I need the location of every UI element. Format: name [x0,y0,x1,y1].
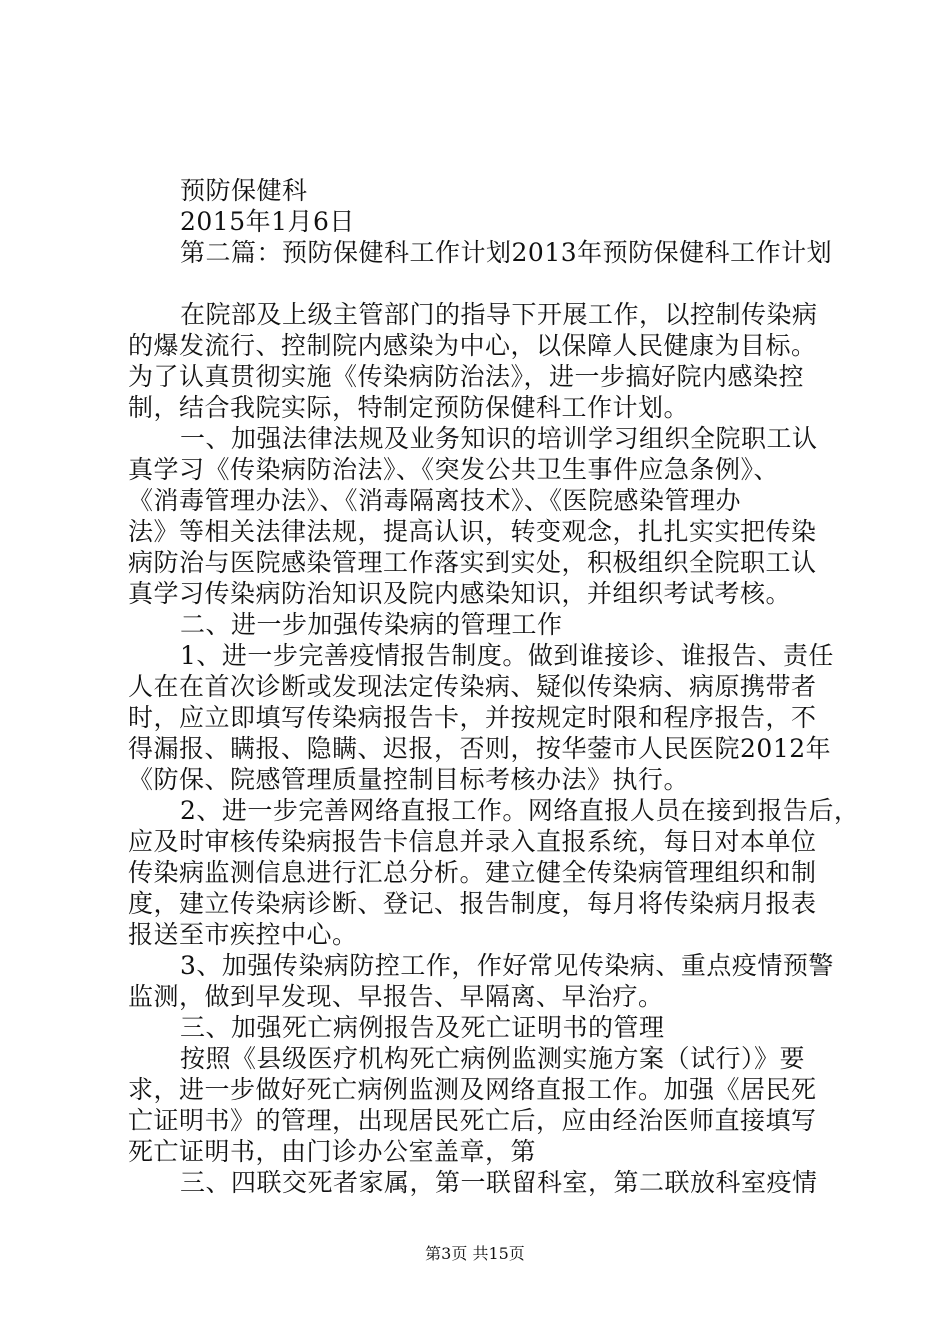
body-line: 法》等相关法律法规，提高认识，转变观念，扎扎实实把传染 [128,517,817,546]
body-line: 为了认真贯彻实施《传染病防治法》，进一步搞好院内感染控 [128,362,805,391]
body-line: 得漏报、瞒报、隐瞒、迟报，否则，按华蓥市人民医院2012年 [128,734,832,763]
body-line: 监测，做到早发现、早报告、早隔离、早治疗。 [128,982,664,1011]
body-line: 2、进一步完善网络直报工作。网络直报人员在接到报告后， [180,796,860,825]
body-line: 报送至市疾控中心。 [128,920,358,949]
body-line: 《防保、院感管理质量控制目标考核办法》执行。 [128,765,690,794]
body-line: 亡证明书》的管理，出现居民死亡后，应由经治医师直接填写 [128,1106,817,1135]
body-line: 一、加强法律法规及业务知识的培训学习组织全院职工认 [180,424,818,453]
body-line: 《消毒管理办法》、《消毒隔离技术》、《医院感染管理办 [128,486,742,515]
body-line: 按照《县级医疗机构死亡病例监测实施方案（试行）》要 [180,1044,806,1073]
body-line: 求，进一步做好死亡病例监测及网络直报工作。加强《居民死 [128,1075,817,1104]
body-line: 的爆发流行、控制院内感染为中心，以保障人民健康为目标。 [128,331,817,360]
body-line: 度，建立传染病诊断、登记、报告制度，每月将传染病月报表 [128,889,817,918]
body-line: 三、四联交死者家属，第一联留科室，第二联放科室疫情 [180,1168,818,1197]
body-line: 真学习《传染病防治法》、《突发公共卫生事件应急条例》、 [128,455,780,484]
body-line: 3、加强传染病防控工作，作好常见传染病、重点疫情预警 [180,951,834,980]
body-line: 在院部及上级主管部门的指导下开展工作，以控制传染病 [180,300,818,329]
body-line: 应及时审核传染病报告卡信息并录入直报系统，每日对本单位 [128,827,817,856]
body-line: 制，结合我院实际，特制定预防保健科工作计划。 [128,393,690,422]
body-line: 三、加强死亡病例报告及死亡证明书的管理 [180,1013,665,1042]
body-line: 病防治与医院感染管理工作落实到实处，积极组织全院职工认 [128,548,817,577]
body-line: 真学习传染病防治知识及院内感染知识，并组织考试考核。 [128,579,792,608]
department-name: 预防保健科 [180,176,308,205]
document-date: 2015年1月6日 [180,207,355,236]
body-line: 时，应立即填写传染病报告卡，并按规定时限和程序报告，不 [128,703,817,732]
body-line: 传染病监测信息进行汇总分析。建立健全传染病管理组织和制 [128,858,817,887]
body-line: 人在在首次诊断或发现法定传染病、疑似传染病、病原携带者 [128,672,817,701]
page-number-footer: 第3页 共15页 [425,1244,525,1263]
body-line: 死亡证明书，由门诊办公室盖章，第 [128,1137,537,1166]
section-heading: 第二篇：预防保健科工作计划2013年预防保健科工作计划 [180,238,833,267]
body-line: 1、进一步完善疫情报告制度。做到谁接诊、谁报告、责任 [180,641,834,670]
body-line: 二、进一步加强传染病的管理工作 [180,610,563,639]
